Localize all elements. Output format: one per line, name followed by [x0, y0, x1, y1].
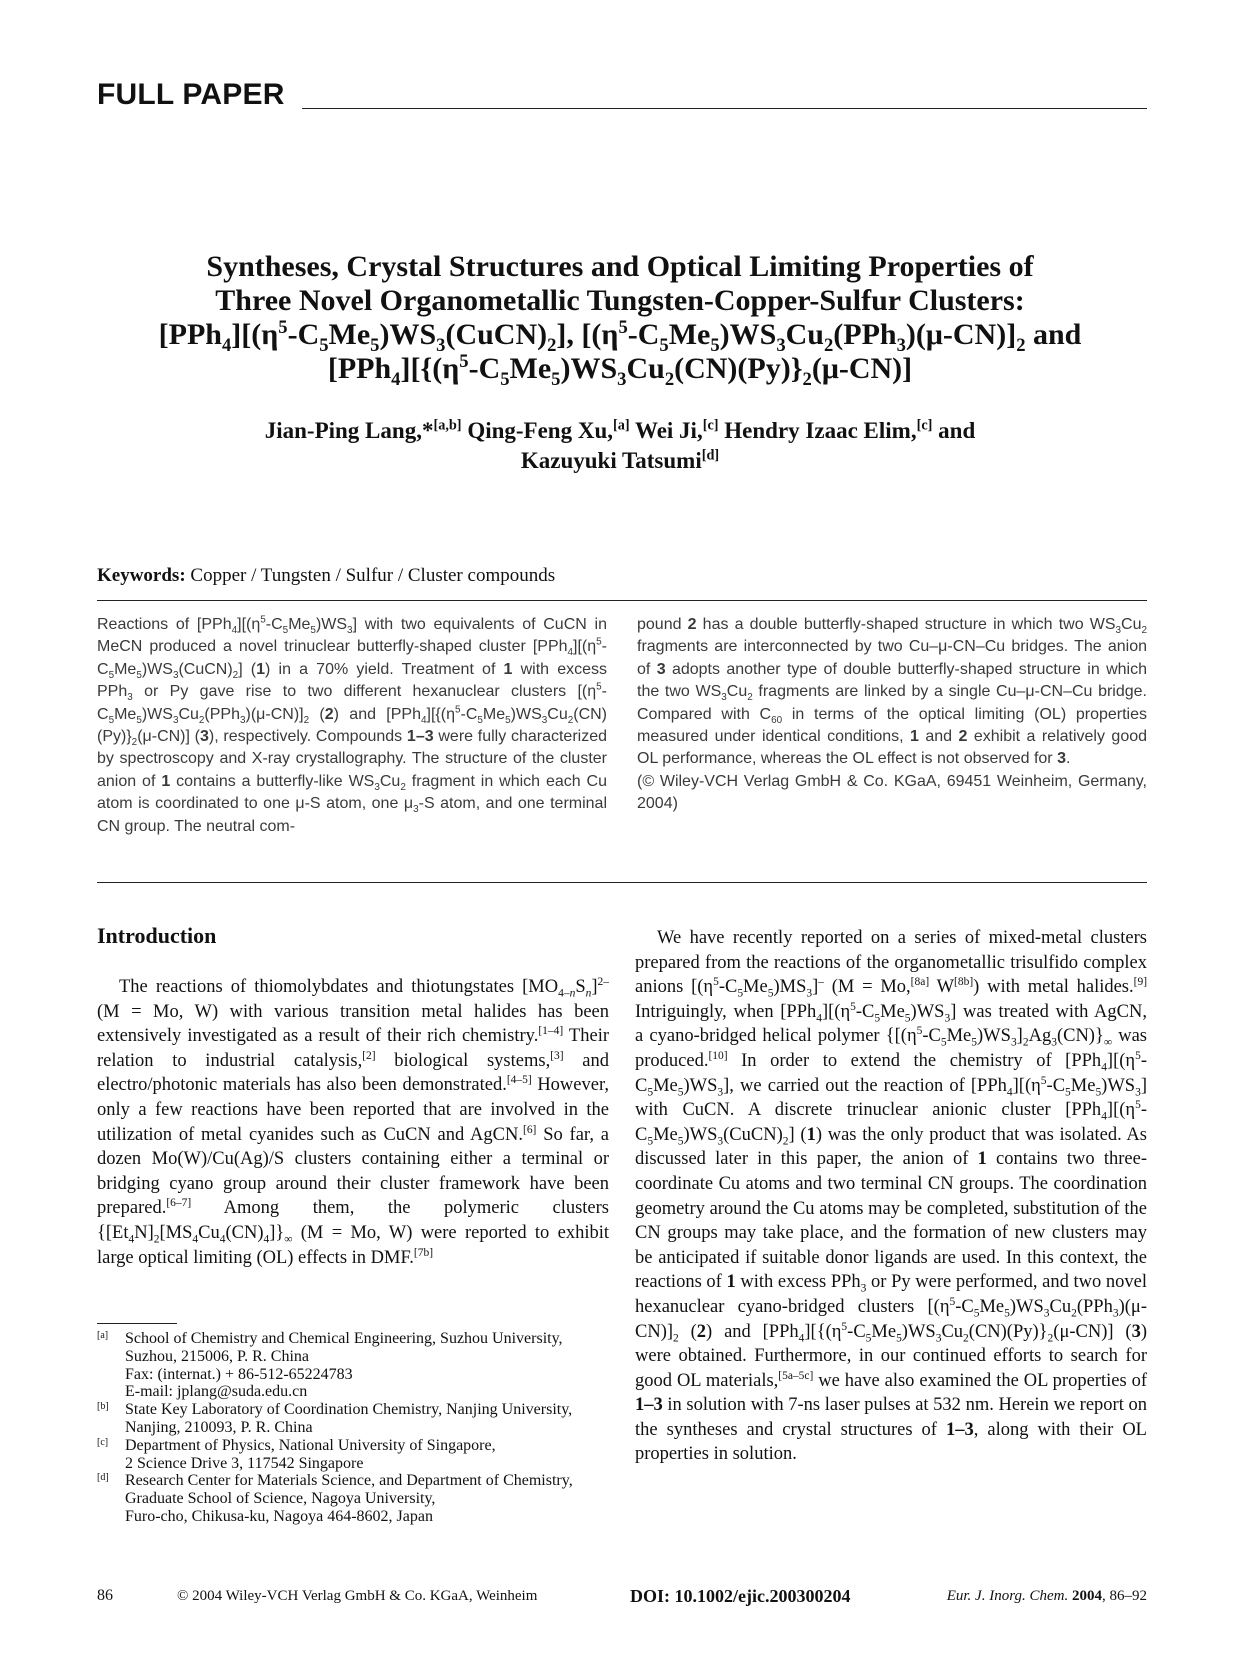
author-name: Qing-Feng Xu, — [467, 418, 613, 443]
journal-citation — [947, 1588, 1147, 1605]
title-line-3: $[PPh_4][(\eta^5-C_5Me_5)WS_3(CuCN)_2]$, $[(\eta^5-C_5Me_5)WS_3Cu_2(PPh_3)(\mu-CN)]_2$ and — [158, 317, 1082, 356]
author-affiliation: [a] — [613, 417, 630, 434]
footnote — [97, 1437, 609, 1473]
title-line-2: Three Novel Organometallic Tungsten-Copper-Sulfur Clusters: — [215, 284, 1025, 317]
footnote-line: Suzhou, 215006, P. R. China — [125, 1347, 310, 1365]
footnote-line: Research Center for Materials Science, and Department of Chemistry, Graduate School of Science, Nagoya University, — [125, 1472, 573, 1508]
body-paragraph: The reactions of thiomolybdates and thiotungstates $[MO_{4-n}S_n]^{2-}$ (M = Mo, W) with various transition metal halides has been extensively investigated as a result of their rich chemistry.[1–4] Their relation to industrial catalysis,[2] biological systems,[3] and electro/photonic materials has also been demonstrated.[4–5] However, only a few reactions have been reported that are involved in the utilization of metal cyanides such as CuCN and AgCN.[6] So far, a dozen Mo(W)/Cu(Ag)/S clusters containing either a terminal or bridging cyano group around their cluster framework have been prepared.[6–7] Among them, the polymeric clusters $\{[Et_4N]_2[MS_4Cu_4(CN)_4]\}_\infty$ (M = Mo, W) were reported to exhibit large optical limiting (OL) effects in DMF.[7b] — [97, 975, 610, 1268]
footnote-rule — [97, 1323, 177, 1324]
abstract-rule-bottom — [97, 882, 1147, 883]
footnote — [97, 1401, 609, 1437]
footnote-line: School of Chemistry and Chemical Engineering, Suzhou University, — [125, 1330, 563, 1347]
abstract-column-2 — [637, 614, 1147, 816]
paper-title — [110, 250, 1130, 390]
title-line-1: Syntheses, Crystal Structures and Optical Limiting Properties of — [206, 250, 1034, 283]
footnote-line: 2 Science Drive 3, 117542 Singapore — [125, 1454, 364, 1472]
journal-name: Eur. J. Inorg. Chem. — [946, 1588, 1069, 1604]
author-name: Hendry Izaac Elim, — [724, 418, 917, 443]
footnote-mark: [d] — [97, 1472, 109, 1484]
footnote-mark: [c] — [97, 1436, 109, 1448]
abstract-column-1 — [97, 614, 607, 838]
keywords — [97, 565, 555, 587]
author-name: Wei Ji, — [634, 418, 703, 443]
journal-year: 2004 — [1072, 1588, 1102, 1604]
keywords-value: Copper / Tungsten / Sulfur / Cluster compounds — [190, 565, 556, 586]
section-label: FULL PAPER — [97, 78, 285, 111]
body-paragraph: We have recently reported on a series of mixed-metal clusters prepared from the reactions of the organometallic trisulfido complex anions $[(\eta^5-C_5Me_5)MS_3]^-$ (M = Mo,[8a] W[8b]) with metal halides.[9] Intriguingly, when $[PPh_4][(\eta^5-C_5Me_5)WS_3]$ was treated with AgCN, a cyano-bridged helical polymer $\{[(\eta^5-C_5Me_5)WS_3]_2Ag_3(CN)\}_\infty$ was produced.[10] In order to extend the chemistry of $[PPh_4][(\eta^5-C_5Me_5)WS_3]$, we carried out the reaction of $[PPh_4][(\eta^5-C_5Me_5)WS_3]$ with CuCN. A discrete trinuclear anionic cluster $[PPh_4][(\eta^5-C_5Me_5)WS_3(CuCN)_2]$ (1) was the only product that was isolated. As discussed later in this paper, the anion of 1 contains two three-coordinate Cu atoms and two terminal CN groups. The coordination geometry around the Cu atoms may be completed, substitution of the CN groups may take place, and the formation of new clusters may be anticipated if suitable donor ligands are used. In this context, the reactions of 1 with excess PPh$_3$ or Py were performed, and two novel hexanuclear cyano-bridged clusters $[(\eta^5-C_5Me_5)WS_3Cu_2(PPh_3)(\mu-CN)]_2$ (2) and $[PPh_4][\{(\eta^5-C_5Me_5)WS_3Cu_2(CN)(Py)\}_2(\mu-CN)]$ (3) were obtained. Furthermore, in our continued efforts to search for good OL materials,[5a–5c] we have also examined the OL properties of 1–3 in solution with 7-ns laser pulses at 532 nm. Herein we report on the syntheses and crystal structures of 1–3, along with their OL properties in solution. — [635, 928, 1148, 1465]
abstract-copyright: (© Wiley-VCH Verlag GmbH & Co. KGaA, 69451 Weinheim, Germany, 2004) — [637, 772, 1147, 813]
affiliation-footnotes — [97, 1330, 609, 1526]
footnote-line: Furo-cho, Chikusa-ku, Nagoya 464-8602, Japan — [125, 1507, 433, 1525]
body-column-1 — [97, 975, 609, 1270]
page-header — [97, 78, 1147, 114]
footnote-line: Department of Physics, National University of Singapore, — [125, 1436, 496, 1454]
author-name: Jian-Ping Lang,* — [264, 418, 434, 443]
page-number: 86 — [97, 1587, 113, 1604]
page-footer — [97, 1587, 1147, 1611]
author-affiliation: [a,b] — [433, 417, 462, 434]
author-affiliation: [d] — [701, 447, 720, 464]
abstract-text: Reactions of $[PPh_4][(\eta^5-C_5Me_5)WS_3]$ with two equivalents of CuCN in MeCN produced a novel trinuclear butterfly-shaped cluster $[PPh_4][(\eta^5-C_5Me_5)WS_3(CuCN)_2]$ (1) in a 70% yield. Treatment of 1 with excess PPh$_3$ or Py gave rise to two different hexanuclear clusters $[(\eta^5-C_5Me_5)WS_3Cu_2(PPh_3)(\mu-CN)]_2$ (2) and $[PPh_4][\{(\eta^5-C_5Me_5)WS_3Cu_2(CN)(Py)\}_2(\mu-CN)]$ (3), respectively. Compounds 1–3 were fully characterized by spectroscopy and X-ray crystallography. The structure of the cluster anion of 1 contains a butterfly-like $WS_3Cu_2$ fragment in which each Cu atom is coordinated to one μ-S atom, one $\mu_3-S$ atom, and one terminal CN group. The neutral com- — [97, 614, 608, 835]
abstract-rule-top — [97, 600, 1147, 601]
abstract-text: pound 2 has a double butterfly-shaped structure in which two $WS_3Cu_2$ fragments are interconnected by two Cu–μ-CN–Cu bridges. The anion of 3 adopts another type of double butterfly-shaped structure in which the two $WS_3Cu_2$ fragments are linked by a single Cu–μ-CN–Cu bridge. Compared with $C_{60}$ in terms of the optical limiting (OL) properties measured under identical conditions, 1 and 2 exhibit a relatively good OL performance, whereas the OL effect is not observed for 3. — [637, 616, 1148, 768]
author-list — [150, 416, 1090, 476]
footnote-mark: [a] — [97, 1330, 109, 1341]
abstract — [97, 614, 1147, 874]
author-conjunction: and — [938, 418, 976, 443]
footnote — [97, 1472, 609, 1525]
footnote-line: Fax: (internat.) + 86-512-65224783 — [125, 1365, 353, 1383]
header-rule — [302, 108, 1147, 109]
footnote-line: Nanjing, 210093, P. R. China — [125, 1418, 313, 1436]
journal-pages: , 86–92 — [1102, 1588, 1147, 1604]
doi-link[interactable]: DOI: 10.1002/ejic.200300204 — [630, 1586, 851, 1606]
title-line-4: $[PPh_4][\{(\eta^5-C_5Me_5)WS_3Cu_2(CN)(Py)\}_2(\mu-CN)]$ — [327, 351, 913, 390]
footnote — [97, 1330, 609, 1401]
section-heading: Introduction — [97, 923, 217, 948]
keywords-label: Keywords: — [97, 565, 186, 586]
author-affiliation: [c] — [916, 417, 933, 434]
author-affiliation: [c] — [702, 417, 719, 434]
author-name: Kazuyuki Tatsumi — [520, 448, 702, 473]
footnote-line: E-mail: jplang@suda.edu.cn — [125, 1383, 308, 1401]
footnote-mark: [b] — [97, 1401, 109, 1413]
body-column-2 — [635, 926, 1147, 1467]
footnote-line: State Key Laboratory of Coordination Chemistry, Nanjing University, — [125, 1401, 573, 1419]
footer-copyright: © 2004 Wiley-VCH Verlag GmbH & Co. KGaA, Weinheim — [177, 1588, 538, 1604]
